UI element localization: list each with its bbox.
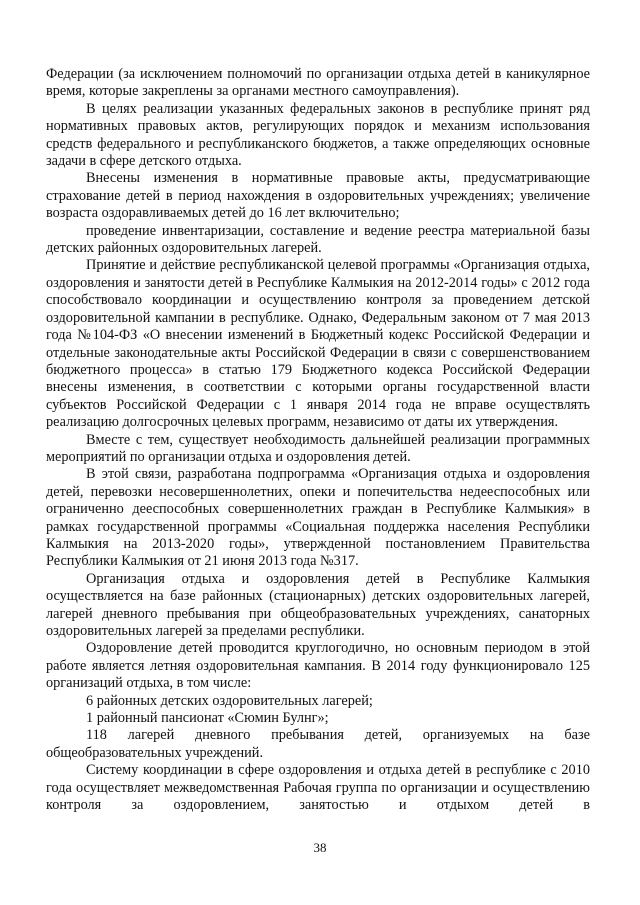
page-number: 38: [313, 840, 327, 855]
document-body: [46, 66, 590, 814]
paragraph-2: В целях реализации указанных федеральных законов в республике принят ряд нормативных правовых актов, регулирующих порядок и механизм использования средств федерального и республиканского бюджетов, а также определяющих основные задачи в сфере детского отдыха.: [46, 100, 590, 170]
list-item-day-camps: 118 лагерей дневного пребывания детей, организуемых на базе общеобразовательных учреждений.: [46, 727, 590, 761]
paragraph-13: Систему координации в сфере оздоровления и отдыха детей в республике с 2010 года осуществляет межведомственная Рабочая группа по организации и осуществлению контроля за оздоровлением, занятостью и отдыхом детей в: [46, 762, 590, 814]
paragraph-6: Вместе с тем, существует необходимость дальнейшей реализации программных мероприятий по организации отдыха и оздоровления детей.: [46, 431, 590, 465]
paragraph-9: Оздоровление детей проводится круглогодично, но основным периодом в этой работе является летняя оздоровительная кампания. В 2014 году функционировало 125 организаций отдыха, в том числе:: [46, 640, 590, 692]
list-item-pension: 1 районный пансионат «Сюмин Булнг»;: [86, 710, 329, 727]
paragraph-7: В этой связи, разработана подпрограмма «Организация отдыха и оздоровления детей, перевозки несовершеннолетних, опеки и попечительства недееспособных или ограниченно дееспособных совершеннолетних граждан в Республике Калмыкия» в рамках государственной программы «Социальная поддержка населения Республики Калмыкия на 2013-2020 годы», утвержденной постановлением Правительства Республики Калмыкия от 21 июня 2013 года №317.: [46, 466, 590, 570]
paragraph-5: Принятие и действие республиканской целевой программы «Организация отдыха, оздоровления и занятости детей в Республике Калмыкия на 2012-2014 годы» с 2012 года способствовало координации и осуществлению контроля за проведением детской оздоровительной кампании в республике. Однако, Федеральным законом от 7 мая 2013 года №104-ФЗ «О внесении изменений в Бюджетный кодекс Российской Федерации и отдельные законодательные акты Российской Федерации в связи с совершенствованием бюджетного процесса» в статью 179 Бюджетного кодекса Российской Федерации внесены изменения, в соответствии с которыми органы государственной власти субъектов Российской Федерации с 1 января 2014 года не вправе осуществлять реализацию долгосрочных целевых программ, независимо от даты их утверждения.: [46, 257, 590, 431]
paragraph-3: Внесены изменения в нормативные правовые акты, предусматривающие страхование детей в период нахождения в оздоровительных учреждениях; увеличение возраста оздоравливаемых детей до 16 лет включительно;: [46, 170, 590, 222]
paragraph-4: проведение инвентаризации, составление и ведение реестра материальной базы детских районных оздоровительных лагерей.: [46, 222, 590, 257]
list-item-camps: 6 районных детских оздоровительных лагерей;: [86, 692, 373, 709]
paragraph-8: Организация отдыха и оздоровления детей в Республике Калмыкия осуществляется на базе районных (стационарных) детских оздоровительных лагерей, лагерей дневного пребывания при общеобразовательных учреждениях, санаторных оздоровительных лагерей за пределами республики.: [46, 570, 590, 639]
paragraph-1: Федерации (за исключением полномочий по организации отдыха детей в каникулярное время, которые закреплены за органами местного самоуправления).: [46, 66, 590, 100]
